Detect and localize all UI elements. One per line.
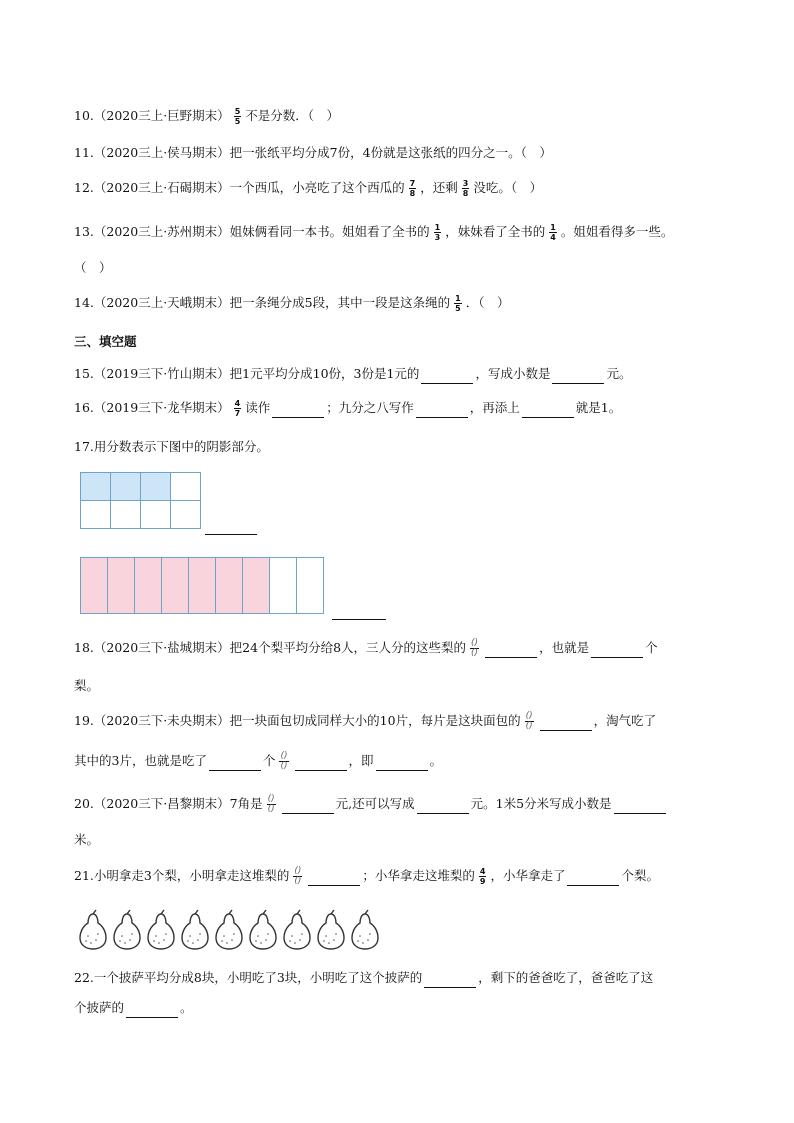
strip-cell [108, 558, 135, 614]
grid-cell [111, 473, 141, 501]
answer-blank[interactable] [614, 801, 666, 814]
pear-icon [352, 910, 378, 949]
question-18: 18.（2020三下·盐城期末）把24个梨平均分给8人，三人分的这些梨的 $\frac{()}{()}$ ，也就是 个 [74, 638, 658, 658]
question-15: 15.（2019三下·竹山期末）把1元平均分成10份，3份是1元的 ，写成小数是 元。 [74, 364, 631, 384]
fraction: $\frac{1}{4}$ [550, 223, 556, 242]
answer-blank[interactable] [552, 371, 604, 384]
fraction: $\frac{4}{7}$ [234, 399, 241, 418]
answer-blank[interactable] [540, 718, 592, 731]
grid-figure-1 [80, 472, 201, 529]
pear-icon [318, 910, 344, 949]
fraction: $\frac{3}{8}$ [462, 179, 469, 198]
grid-cell [81, 473, 111, 501]
answer-blank[interactable] [416, 405, 468, 418]
strip-cell [81, 558, 108, 614]
pear-icon [148, 910, 174, 949]
pear-icon [216, 910, 242, 949]
answer-blank[interactable] [591, 645, 643, 658]
grid-cell [141, 501, 171, 529]
answer-blank[interactable] [205, 534, 257, 535]
strip-figure-2 [80, 557, 324, 614]
answer-blank[interactable] [417, 801, 469, 814]
question-20: 20.（2020三下·昌黎期末）7角是 $\frac{()}{()}$ 元,还可以写成 元。1米5分米写成小数是 [74, 794, 668, 814]
question-19-line2: 其中的3片，也就是吃了 个 $\frac{()}{()}$ ，即 。 [74, 751, 443, 771]
fraction: $\frac{7}{8}$ [409, 179, 416, 198]
answer-blank[interactable] [126, 1005, 178, 1018]
fraction: $\frac{1}{3}$ [434, 223, 441, 242]
answer-blank[interactable] [421, 371, 473, 384]
strip-cell [297, 558, 324, 614]
question-19: 19.（2020三下·未央期末）把一块面包切成同样大小的10片，每片是这块面包的 $\frac{()}{()}$ ，淘气吃了 [74, 711, 657, 731]
question-22-line2: 个披萨的 。 [74, 998, 193, 1018]
answer-blank[interactable] [272, 405, 324, 418]
grid-cell [111, 501, 141, 529]
blank-fraction[interactable]: $\frac{()}{()}$ [525, 711, 533, 731]
pear-icon [114, 910, 140, 949]
strip-cell [162, 558, 189, 614]
strip-cell [135, 558, 162, 614]
question-17: 17.用分数表示下图中的阴影部分。 [74, 439, 269, 454]
question-11: 11.（2020三上·侯马期末）把一张纸平均分成7份，4份就是这张纸的四分之一。（ ） [74, 145, 552, 160]
answer-blank[interactable] [332, 619, 386, 620]
question-13-line2: （ ） [74, 260, 112, 275]
strip-cell [270, 558, 297, 614]
grid-cell [141, 473, 171, 501]
blank-fraction[interactable]: $\frac{()}{()}$ [267, 794, 275, 814]
blank-fraction[interactable]: $\frac{()}{()}$ [294, 866, 302, 886]
answer-blank[interactable] [308, 873, 360, 886]
question-16: 16.（2019三下·龙华期末） $\frac{4}{7}$ 读作 ；九分之八写作 ，再添上 就是1。 [74, 399, 622, 418]
answer-blank[interactable] [376, 758, 428, 771]
strip-cell [216, 558, 243, 614]
fraction: $\frac{1}{5}$ [455, 294, 461, 313]
section-title: 三、填空题 [74, 334, 137, 349]
blank-fraction[interactable]: $\frac{()}{()}$ [280, 751, 288, 771]
question-22: 22.一个披萨平均分成8块，小明吃了3块，小明吃了这个披萨的 ，剩下的爸爸吃了，爸爸吃了这 [74, 968, 653, 988]
answer-blank[interactable] [282, 801, 334, 814]
question-20-line2: 米。 [74, 832, 100, 847]
answer-blank[interactable] [209, 758, 261, 771]
grid-cell [171, 473, 201, 501]
answer-blank[interactable] [485, 645, 537, 658]
question-21: 21.小明拿走3个梨，小明拿走这堆梨的 $\frac{()}{()}$ ；小华拿走这堆梨的 $\frac{4}{9}$ ，小华拿走了 个梨。 [74, 866, 659, 886]
strip-cell [189, 558, 216, 614]
fraction: $\frac{4}{9}$ [479, 867, 486, 886]
fraction: $\frac{5}{5}$ [234, 107, 241, 126]
blank-fraction[interactable]: $\frac{()}{()}$ [471, 638, 479, 658]
answer-blank[interactable] [295, 758, 347, 771]
answer-blank[interactable] [567, 873, 619, 886]
answer-blank[interactable] [424, 975, 476, 988]
grid-cell [171, 501, 201, 529]
pear-icon [80, 910, 106, 949]
question-13: 13.（2020三上·苏州期末）姐妹俩看同一本书。姐姐看了全书的 $\frac{1}{3}$ ，妹妹看了全书的 $\frac{1}{4}$ 。姐姐看得多一些。 [74, 223, 674, 242]
question-12: 12.（2020三上·石碣期末）一个西瓜，小亮吃了这个西瓜的 $\frac{7}{8}$ ，还剩 $\frac{3}{8}$ 没吃。（ ） [74, 179, 543, 198]
pear-row [74, 908, 394, 950]
pear-icon [250, 910, 276, 949]
pear-icon [284, 910, 310, 949]
question-18-line2: 梨。 [74, 678, 100, 693]
grid-cell [81, 501, 111, 529]
strip-cell [243, 558, 270, 614]
answer-blank[interactable] [522, 405, 574, 418]
pear-icon [182, 910, 208, 949]
question-14: 14.（2020三上·天峨期末）把一条绳分成5段，其中一段是这条绳的 $\frac{1}{5}$ ．（ ） [74, 294, 510, 313]
question-10: 10.（2020三上·巨野期末） $\frac{5}{5}$ 不是分数．（ ） [74, 107, 340, 126]
